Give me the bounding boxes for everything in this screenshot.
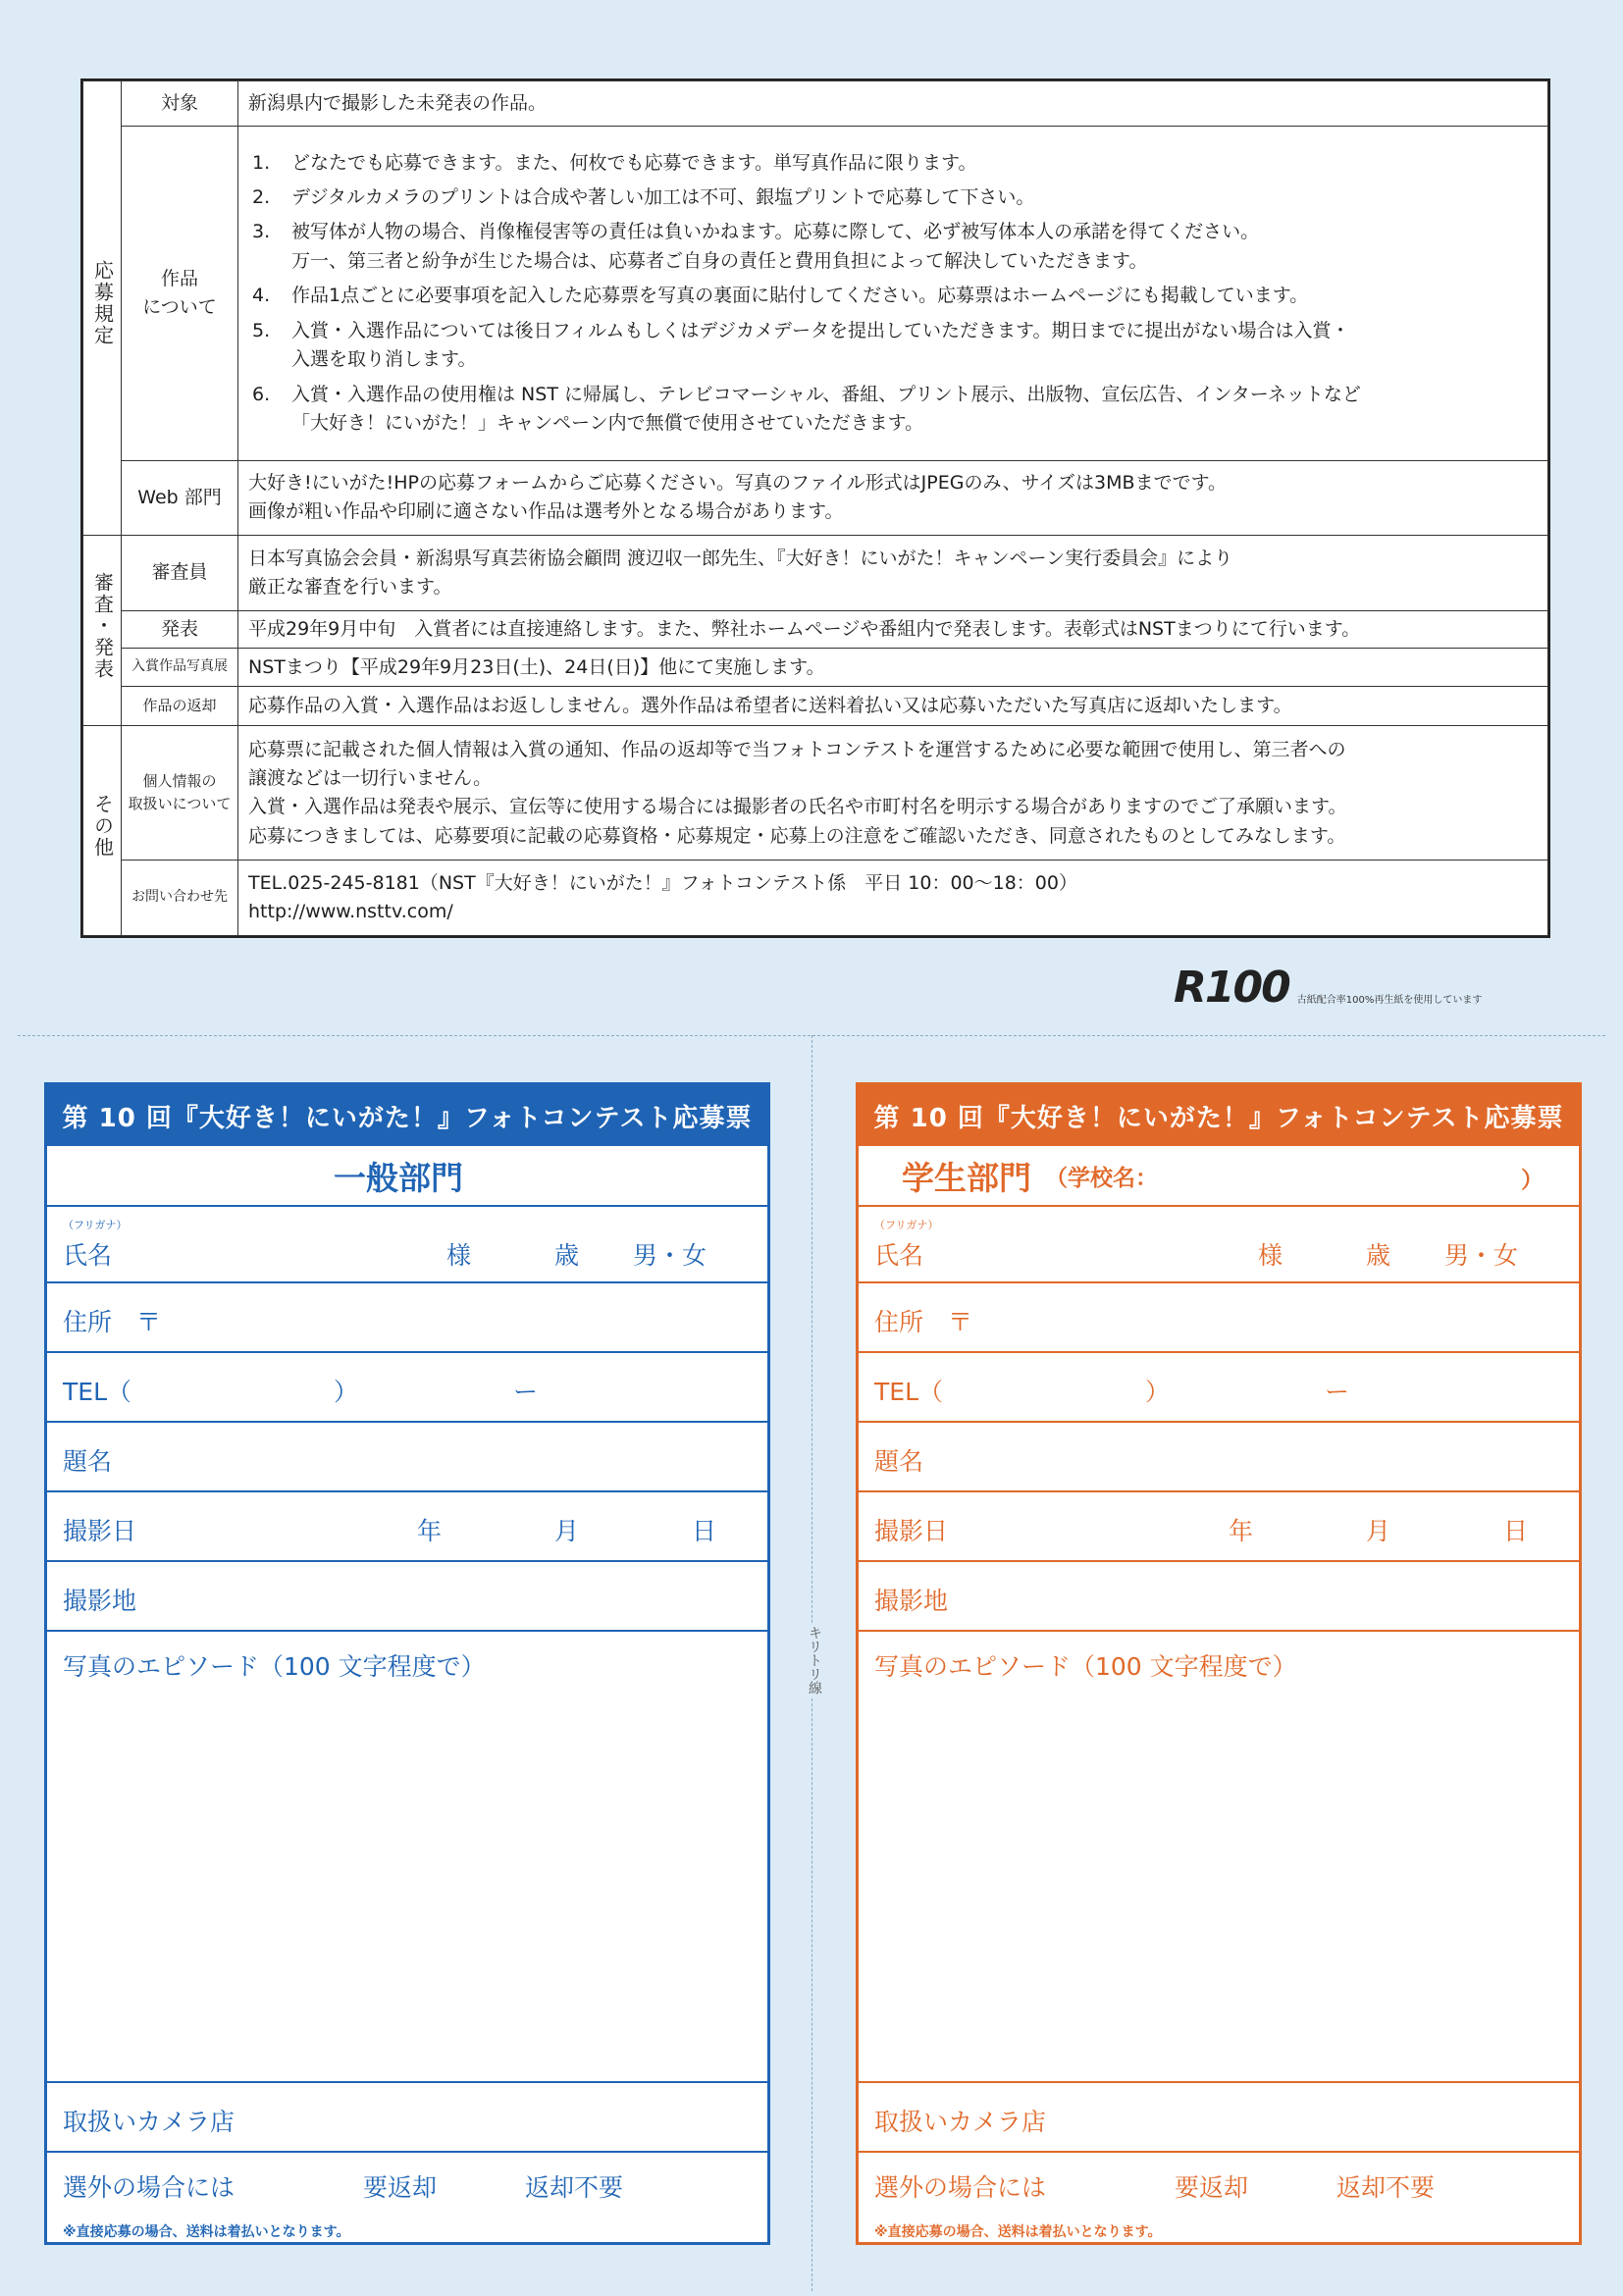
recycle-text: 古紙配合率100%再生紙を使用しています [1296,995,1483,1006]
rule-text: 万一、第三者と紛争が生じた場合は、応募者ご自身の責任と費用負担によって解決していただきます。 [291,249,1148,272]
contact-tel: TEL.025-245-8181（NST『大好き！にいがた！』フォトコンテスト係 平日 10：00〜18：00） [248,871,1077,894]
web-text: 大好き!にいがた!HPの応募フォームからご応募ください。写真のファイル形式はJPEGのみ、サイズは3MBまでです。 画像が粗い作品や印刷に適さない作品は選考外となる場合があります。 [238,460,1548,536]
works-rules [238,127,1548,460]
works-label: 作品 について [122,127,238,460]
judges-label: 審査員 [122,536,238,611]
section-application: 応募規定 [83,81,122,536]
rule-text: 入賞・入選作品については後日フィルムもしくはデジカメデータを提出していただきます。期日までに提出がない場合は入賞・ [291,319,1350,341]
rule-item [248,282,1538,310]
recycle-icon: R100 [1174,963,1289,1013]
address-field[interactable]: 住所 〒 [859,1283,1579,1353]
rule-number: 6. [252,383,271,405]
need-return-option[interactable]: 要返却 [1175,2173,1249,2202]
target-text: 新潟県内で撮影した未発表の作品。 [238,81,1548,127]
privacy-label: 個人情報の 取扱いについて [122,726,238,861]
rule-item [248,183,1538,212]
dept-row: 学生部門 （学校名： ） [859,1146,1579,1207]
return-label: 作品の返却 [122,687,238,726]
camera-shop-field[interactable]: 取扱いカメラ店 [859,2083,1579,2153]
entry-form-student [856,1082,1582,2245]
rule-number: 3. [252,221,271,243]
rule-text: どなたでも応募できます。また、何枚でも応募できます。単写真作品に限ります。 [291,151,977,174]
rule-text: 入賞・入選作品の使用権は NST に帰属し、テレビコマーシャル、番組、プリント展示、出版物、宣伝広告、インターネットなど [291,383,1361,405]
no-return-option[interactable]: 返却不要 [1336,2173,1436,2202]
place-field[interactable]: 撮影地 [859,1562,1579,1632]
target-label: 対象 [122,81,238,127]
exhibition-label: 入賞作品写真展 [122,649,238,687]
dept-student: 学生部門 [902,1158,1031,1197]
school-name-field[interactable]: （学校名： [1045,1165,1158,1191]
title-field[interactable]: 題名 [859,1423,1579,1492]
exhibition-text: NSTまつり【平成29年9月23日(土)、24日(日)】他にて実施します。 [238,649,1548,687]
rule-text: デジタルカメラのプリントは合成や著しい加工は不可、銀塩プリントで応募して下さい。 [291,185,1035,208]
tel-field[interactable]: TEL（ ） ー [859,1353,1579,1423]
contact-label: お問い合わせ先 [122,861,238,936]
rule-number: 2. [252,185,271,208]
announce-text: 平成29年9月中旬 入賞者には直接連絡します。また、弊社ホームページや番組内で発表します。表彰式はNSTまつりにて行います。 [238,610,1548,649]
contact-url-link[interactable]: http://www.nsttv.com/ [248,901,453,923]
date-field[interactable]: 撮影日 年 月 日 [47,1492,767,1562]
dept-general: 一般部門 [334,1158,463,1197]
form-note: ※直接応募の場合、送料は着払いとなります。 [874,2224,1162,2240]
privacy-text: 応募票に記載された個人情報は入賞の通知、作品の返却等で当フォトコンテストを運営するために必要な範囲で使用し、第三者への 譲渡などは一切行いません。 入賞・入選作品は発表や展示、宣伝等に使用する場合には撮影者の氏名や市町村名を明示する場合がありますのでご了承願います。 応募につきましては、応募要項に記載の応募資格・応募規定・応募上の注意をご確認いただき、同意されたものとしてみなします。 [238,726,1548,861]
name-field[interactable]: （フリガナ） 氏名 様 歳 男・女 [859,1207,1579,1283]
rule-item [248,381,1538,439]
tel-field[interactable]: TEL（ ） ー [47,1353,767,1423]
return-choice: 選外の場合には 要返却 返却不要 [859,2153,1579,2212]
rule-item [248,317,1538,375]
rule-text: 入選を取り消します。 [291,348,477,371]
name-field[interactable]: （フリガナ） 氏名 様 歳 男・女 [47,1207,767,1283]
rule-number: 5. [252,319,271,341]
section-judging: 審査・発表 [83,536,122,726]
rule-number: 4. [252,285,271,307]
rule-item [248,218,1538,276]
return-text: 応募作品の入賞・入選作品はお返ししません。選外作品は希望者に送料着払い又は応募いただいた写真店に返却いたします。 [238,687,1548,726]
camera-shop-field[interactable]: 取扱いカメラ店 [47,2083,767,2153]
title-field[interactable]: 題名 [47,1423,767,1492]
address-field[interactable]: 住所 〒 [47,1283,767,1353]
rule-text: 被写体が人物の場合、肖像権侵害等の責任は負いかねます。応募に際して、必ず被写体本人の承諾を得てください。 [291,221,1260,243]
announce-label: 発表 [122,610,238,649]
recycle-mark [1174,963,1483,1013]
dept-row [47,1146,767,1207]
no-return-option[interactable]: 返却不要 [525,2173,624,2202]
form-title: 第 10 回『大好き！にいがた！』フォトコンテスト応募票 [47,1085,767,1146]
date-field[interactable]: 撮影日 年 月 日 [859,1492,1579,1562]
episode-field[interactable]: 写真のエピソード（100 文字程度で） [859,1632,1579,2083]
rule-text: 作品1点ごとに必要事項を記入した応募票を写真の裏面に貼付してください。応募票はホームページにも掲載しています。 [291,285,1309,307]
rule-number: 1. [252,151,271,174]
rule-text: 「大好き！にいがた！」キャンペーン内で無償で使用させていただきます。 [291,412,924,435]
web-label: Web 部門 [122,460,238,536]
contact-text [238,861,1548,936]
episode-field[interactable]: 写真のエピソード（100 文字程度で） [47,1632,767,2083]
need-return-option[interactable]: 要返却 [363,2173,438,2202]
section-other: その他 [83,726,122,936]
rules-table [80,78,1550,938]
form-note: ※直接応募の場合、送料は着払いとなります。 [63,2224,350,2240]
place-field[interactable]: 撮影地 [47,1562,767,1632]
entry-form-general [44,1082,770,2245]
cut-line-label: キリトリ線 [807,1626,822,1695]
return-choice: 選外の場合には 要返却 返却不要 [47,2153,767,2212]
rule-item [248,149,1538,178]
form-title: 第 10 回『大好き！にいがた！』フォトコンテスト応募票 [859,1085,1579,1146]
judges-text: 日本写真協会会員・新潟県写真芸術協会顧問 渡辺収一郎先生、『大好き！にいがた！キャンペーン実行委員会』により 厳正な審査を行います。 [238,536,1548,611]
